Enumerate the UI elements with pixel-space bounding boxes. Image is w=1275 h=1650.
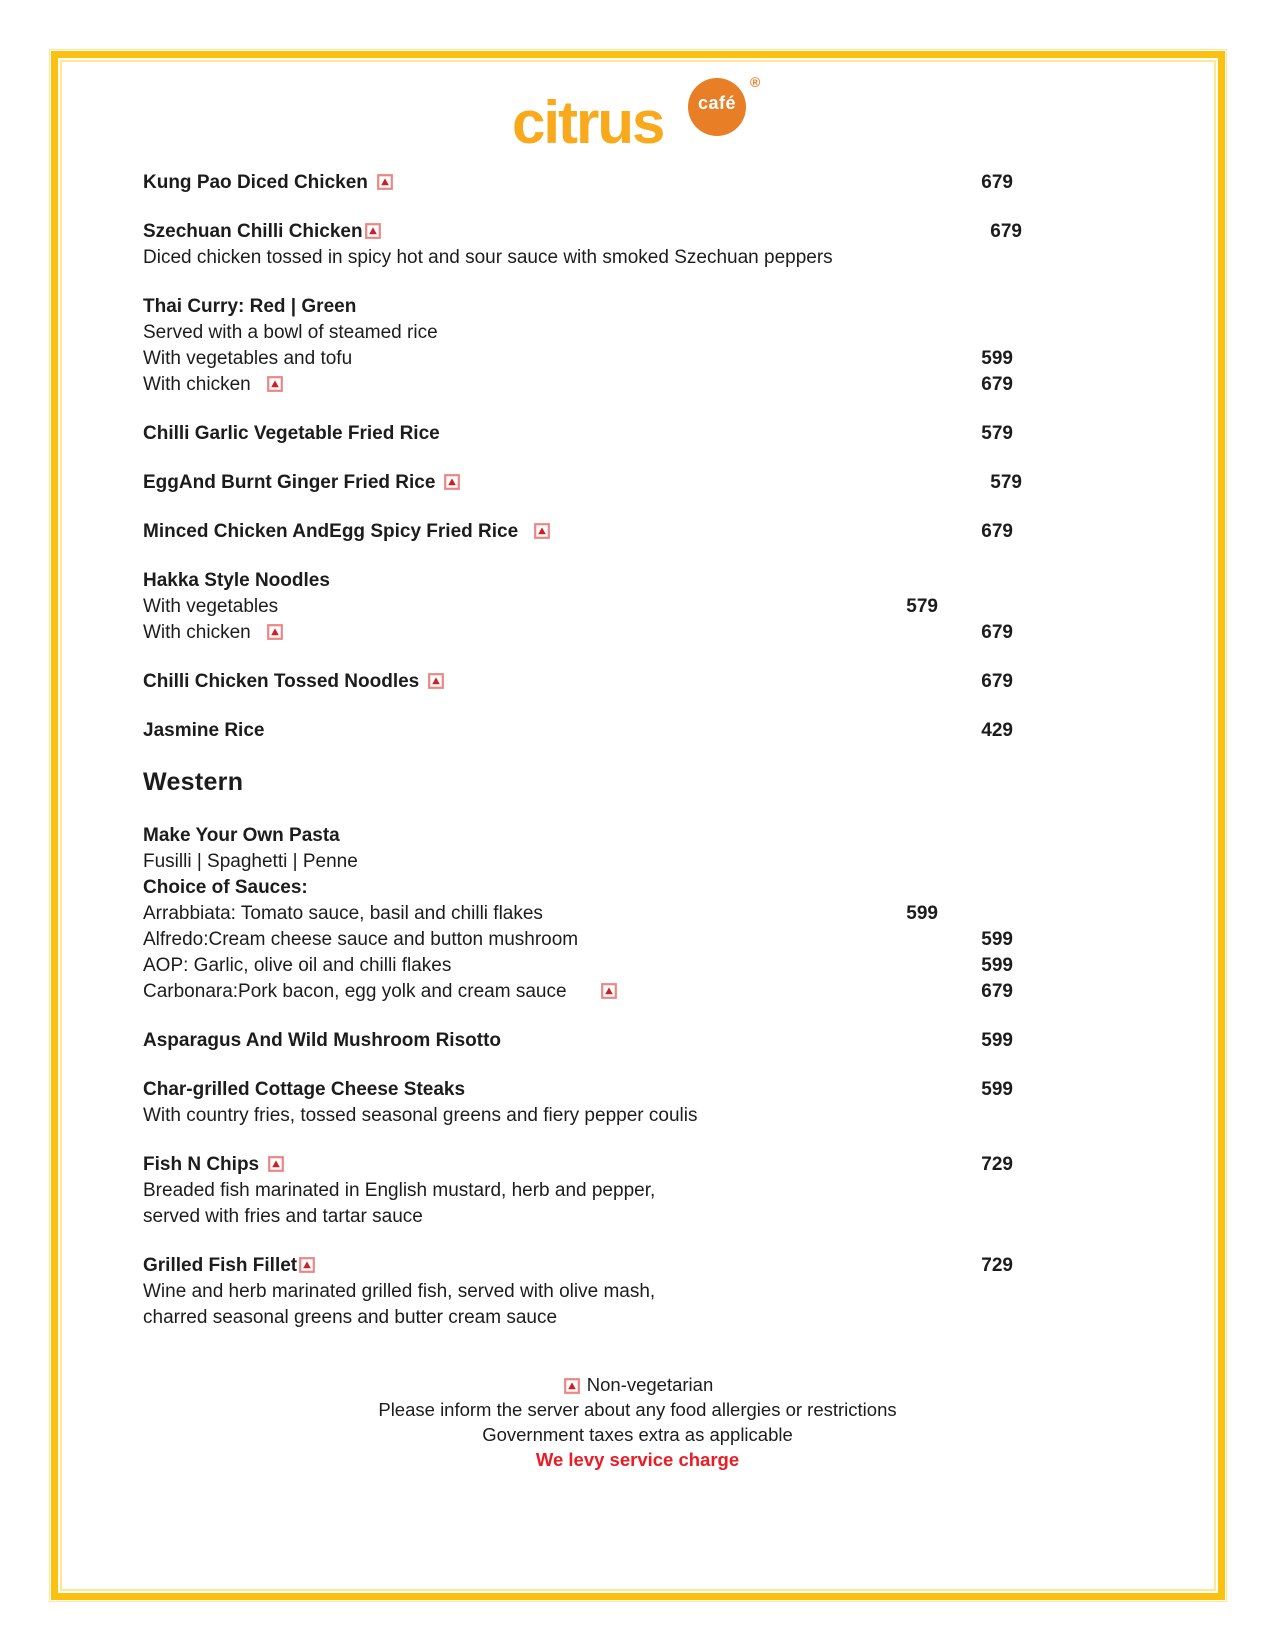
item-description-text: With chicken [143, 374, 251, 395]
item-description-line [143, 875, 1013, 901]
item-name-line [143, 1152, 1013, 1178]
item-description-text: With chicken [143, 622, 251, 643]
item-description-text: With vegetables and tofu [143, 348, 353, 369]
item-name: Jasmine Rice [143, 720, 265, 741]
menu-item [143, 519, 1013, 545]
item-description-line [143, 594, 1013, 620]
item-description-text: Served with a bowl of steamed rice [143, 322, 438, 343]
item-name: Make Your Own Pasta [143, 825, 340, 846]
item-description-line [143, 953, 1013, 979]
item-description-line [143, 1204, 1013, 1230]
menu-item [143, 421, 1013, 447]
item-price: 729 [981, 1154, 1013, 1175]
item-description-text: Alfredo:Cream cheese sauce and button mushroom [143, 929, 579, 950]
item-name-line [143, 823, 1013, 849]
non-veg-icon [377, 174, 393, 190]
item-name: EggAnd Burnt Ginger Fried Rice [143, 472, 436, 493]
item-name-line [143, 568, 1013, 594]
item-name: Chilli Garlic Vegetable Fried Rice [143, 423, 440, 444]
item-description-line [143, 849, 1013, 875]
item-description-line [143, 320, 1013, 346]
menu-list [143, 170, 1022, 1354]
item-description-line [143, 901, 1013, 927]
item-price: 729 [981, 1255, 1013, 1276]
menu-item [143, 1028, 1013, 1054]
menu-item [143, 568, 1013, 646]
item-description-text: Carbonara:Pork bacon, egg yolk and cream sauce [143, 981, 567, 1002]
item-name-line [143, 1028, 1013, 1054]
item-description-text: AOP: Garlic, olive oil and chilli flakes [143, 955, 452, 976]
item-name: Char-grilled Cottage Cheese Steaks [143, 1079, 466, 1100]
menu-item [143, 823, 1013, 1005]
item-price: 599 [981, 955, 1013, 976]
menu-item [143, 1152, 1013, 1230]
item-name-line [143, 294, 1013, 320]
item-name-line [143, 170, 1013, 196]
item-price: 679 [981, 981, 1013, 1002]
item-description-text: With country fries, tossed seasonal greens and fiery pepper coulis [143, 1105, 698, 1126]
item-name: Chilli Chicken Tossed Noodles [143, 671, 420, 692]
item-description-line [143, 620, 1013, 646]
item-name-line [143, 1253, 1013, 1279]
tax-note: Government taxes extra as applicable [482, 1424, 793, 1445]
non-veg-icon [267, 624, 283, 640]
non-veg-icon [601, 983, 617, 999]
item-description-line [143, 1279, 1013, 1305]
item-description-line [143, 979, 1013, 1005]
menu-item [143, 470, 1022, 496]
non-veg-icon [299, 1257, 315, 1273]
item-price: 599 [981, 1079, 1013, 1100]
item-description-text: Fusilli | Spaghetti | Penne [143, 851, 358, 872]
item-price: 599 [906, 903, 938, 924]
menu-item [143, 294, 1013, 398]
non-veg-icon [428, 673, 444, 689]
item-description-line [143, 245, 1013, 271]
cafe-badge-circle [688, 78, 746, 136]
menu-item [143, 669, 1013, 695]
item-price: 679 [981, 521, 1013, 542]
non-veg-icon [444, 474, 460, 490]
item-price: 429 [981, 720, 1013, 741]
item-description-line [143, 1178, 1013, 1204]
menu-footer [0, 1372, 1275, 1472]
menu-item [143, 1253, 1013, 1331]
item-description-text: Arrabbiata: Tomato sauce, basil and chilli flakes [143, 903, 543, 924]
item-price: 679 [981, 374, 1013, 395]
item-name-line [143, 718, 1013, 744]
item-name: Grilled Fish Fillet [143, 1255, 298, 1276]
item-price: 599 [981, 929, 1013, 950]
item-description-line [143, 1103, 1013, 1129]
menu-item [143, 718, 1013, 744]
item-name-line [143, 669, 1013, 695]
item-name: Minced Chicken AndEgg Spicy Fried Rice [143, 521, 519, 542]
item-price: 579 [906, 596, 938, 617]
brand-wordmark: citrus [512, 89, 664, 156]
section-title-text: Western [143, 768, 244, 796]
item-description-line [143, 346, 1013, 372]
non-veg-icon [267, 376, 283, 392]
menu-section [143, 767, 1013, 797]
item-price: 679 [981, 622, 1013, 643]
cafe-badge-label: café [697, 92, 737, 113]
nonveg-legend-line [0, 1372, 1275, 1397]
item-description-text: Diced chicken tossed in spicy hot and sour sauce with smoked Szechuan peppers [143, 247, 833, 268]
menu-item [143, 170, 1013, 196]
item-description-line [143, 1305, 1013, 1331]
registered-trademark-icon: ® [750, 74, 761, 90]
item-name-line [143, 421, 1013, 447]
non-veg-icon [534, 523, 550, 539]
item-name: Fish N Chips [143, 1154, 260, 1175]
item-description-text: Breaded fish marinated in English mustard, herb and pepper, [143, 1180, 656, 1201]
item-price: 579 [981, 423, 1013, 444]
non-veg-icon [365, 223, 381, 239]
item-description-text: Wine and herb marinated grilled fish, served with olive mash, [143, 1281, 656, 1302]
item-price: 679 [981, 671, 1013, 692]
item-price: 599 [981, 348, 1013, 369]
menu-item [143, 1077, 1013, 1129]
menu-item [143, 219, 1022, 271]
item-name-line [143, 219, 1022, 245]
allergy-note: Please inform the server about any food allergies or restrictions [378, 1399, 897, 1420]
item-description-line [143, 372, 1013, 398]
item-description-text: Choice of Sauces: [143, 877, 308, 898]
item-name-line [143, 519, 1013, 545]
item-name-line [143, 470, 1022, 496]
item-name: Asparagus And Wild Mushroom Risotto [143, 1030, 502, 1051]
item-name-line [143, 1077, 1013, 1103]
item-name: Hakka Style Noodles [143, 570, 330, 591]
section-title [143, 767, 1013, 797]
service-charge-note: We levy service charge [535, 1449, 740, 1470]
item-price: 579 [990, 472, 1022, 493]
item-name: Szechuan Chilli Chicken [143, 221, 363, 242]
item-description-text: With vegetables [143, 596, 279, 617]
nonveg-legend-label: Non-vegetarian [586, 1374, 714, 1395]
citrus-cafe-logo [512, 74, 772, 164]
item-description-line [143, 927, 1013, 953]
item-description-text: served with fries and tartar sauce [143, 1206, 423, 1227]
item-price: 679 [981, 172, 1013, 193]
non-veg-icon [268, 1156, 284, 1172]
item-price: 679 [990, 221, 1022, 242]
non-veg-icon [564, 1378, 580, 1394]
item-name: Kung Pao Diced Chicken [143, 172, 368, 193]
item-name: Thai Curry: Red | Green [143, 296, 357, 317]
item-price: 599 [981, 1030, 1013, 1051]
item-description-text: charred seasonal greens and butter cream sauce [143, 1307, 558, 1328]
